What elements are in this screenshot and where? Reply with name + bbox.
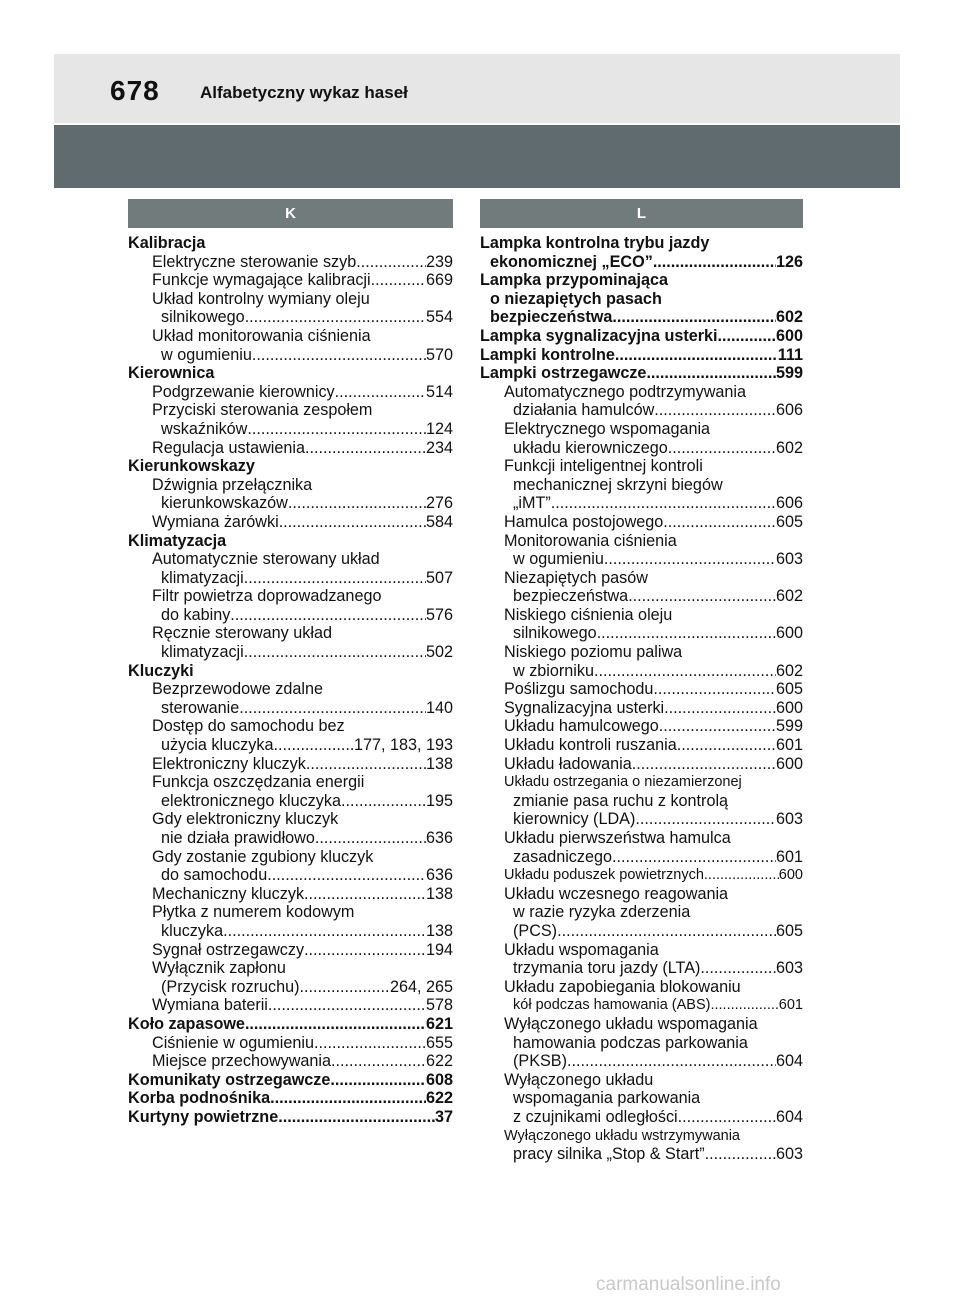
entry-text: zasadniczego [513,847,612,866]
index-entry [480,1145,803,1164]
page-ref: 622 [425,1052,453,1071]
page-ref: 140 [425,698,453,717]
page-ref: 599 [775,717,803,736]
entry-text: Podgrzewanie kierownicy [152,382,335,401]
index-column-l [480,199,803,1164]
index-entry: Układu pierwszeństwa hamulca [504,829,731,847]
dot-leader [597,624,776,643]
dot-leader [632,755,776,774]
entry-text: Ciśnienie w ogumieniu [152,1033,314,1052]
dot-leader [710,996,778,1015]
dot-leader [653,253,776,272]
entry-text: Lampki kontrolne [480,345,615,364]
dot-leader [245,1015,426,1034]
dot-leader [230,606,426,625]
entry-text: Układu hamulcowego [504,717,659,736]
entry-text: (PCS) [513,921,558,940]
dot-leader [252,346,426,365]
page-ref: 602 [775,587,803,606]
dot-leader [288,494,426,513]
entry-text: sterowanie [161,698,240,717]
index-entry: Gdy elektroniczny kluczyk [152,810,339,829]
index-entry [480,717,803,736]
entry-text: Kurtyny powietrzne [128,1107,279,1126]
index-entry [128,643,453,662]
entry-text: Koło zapasowe [128,1014,245,1033]
page-ref: 554 [425,308,453,327]
entry-text: Układu poduszek powietrznych [504,867,704,884]
index-entry: Ręcznie sterowany układ [152,624,332,643]
index-entry [128,996,453,1015]
index-entry: Przyciski sterowania zespołem [152,401,373,420]
index-entry [480,364,803,383]
index-entry [480,1108,803,1127]
index-entry: Niskiego ciśnienia oleju [504,605,673,624]
entry-text: wskaźników [161,419,248,438]
index-entry [480,996,803,1015]
dot-leader [646,364,776,383]
index-entry [128,346,453,365]
index-entry [128,569,453,588]
page-ref: 606 [775,401,803,420]
index-entry: Wyłączonego układu wspomagania [504,1014,758,1033]
index-entries-k [128,234,453,1127]
page-ref: 605 [775,680,803,699]
dot-leader [273,736,354,755]
index-entry [128,1052,453,1071]
entry-text: (PKSB) [513,1052,567,1071]
page-ref: 195 [425,791,453,810]
page-ref: 507 [425,568,453,587]
entry-text: Lampka sygnalizacyjna usterki [480,326,718,345]
dot-leader [267,866,426,885]
index-entry [480,1052,803,1071]
entry-text: nie działa prawidłowo [161,829,315,847]
page-ref: 604 [775,1107,803,1126]
index-entry [128,922,453,941]
index-entry [480,848,803,867]
page-ref: 37 [434,1107,453,1126]
entry-text: (Przycisk rozruchu) [161,977,300,996]
index-entry: Układu wczesnego reagowania [504,884,729,903]
page-ref: 138 [425,884,453,903]
letter-heading-l: L [480,199,803,228]
index-entries-l [480,234,803,1164]
dot-leader [300,978,390,997]
index-entry [128,885,453,904]
entry-text: klimatyzacji [161,568,244,587]
page-ref: 602 [775,438,803,457]
page-ref: 124 [425,419,453,438]
page-ref: 622 [425,1089,453,1108]
dot-leader [635,810,776,829]
entry-text: ekonomicznej „ECO” [490,252,653,271]
page-ref: 603 [775,550,803,569]
index-entry [480,439,803,458]
entry-text: kierownicy (LDA) [513,810,636,829]
dot-leader [305,439,426,458]
page-ref: 138 [425,921,453,940]
dot-leader [700,959,776,978]
index-entry [128,271,453,290]
index-entry: Filtr powietrza doprowadzanego [152,587,382,606]
index-entry [480,736,803,755]
index-entry [480,699,803,718]
entry-text: Poślizgu samochodu [504,680,654,699]
index-entry [128,1071,453,1090]
index-entry: Kluczyki [128,661,194,680]
dot-leader [718,327,776,346]
index-entry [480,959,803,978]
entry-text: z czujnikami odległości [513,1107,678,1126]
entry-text: Układu ładowania [504,754,632,773]
entry-text: do samochodu [161,866,268,885]
page-ref: 608 [425,1070,453,1089]
index-entry [128,439,453,458]
dot-leader [306,755,426,774]
index-entry [480,680,803,699]
index-entry [128,308,453,327]
page-ref: 138 [425,754,453,773]
dot-leader [330,1071,426,1090]
entry-text: bezpieczeństwa [513,587,629,606]
letter-heading-k: K [128,199,453,228]
entry-text: Wymiana żarówki [152,512,279,531]
page-ref: 578 [425,996,453,1015]
entry-text: kluczyka [161,921,224,940]
dot-leader [704,866,779,885]
entry-text: użycia kluczyka [161,736,274,755]
index-entry [128,978,453,997]
index-entry [128,494,453,513]
page-ref: 603 [775,959,803,978]
dot-leader [677,736,776,755]
index-entry: Niezapiętych pasów [504,568,648,587]
page-ref: 570 [425,345,453,364]
page-ref: 603 [775,810,803,829]
entry-text: Wymiana baterii [152,996,268,1015]
entry-text: trzymania toru jazdy (LTA) [513,959,701,978]
index-entry [480,922,803,941]
index-entry [128,1034,453,1053]
page-ref: 600 [775,698,803,717]
dot-leader [705,1145,776,1164]
entry-text: Elektroniczny kluczyk [152,754,306,773]
index-entry [480,550,803,569]
index-entry: Klimatyzacja [128,531,227,550]
page-title: Alfabetyczny wykaz haseł [200,83,408,102]
page-ref: 605 [775,512,803,531]
page-ref: 605 [775,921,803,940]
entry-text: Korba podnośnika [128,1089,271,1108]
dot-leader [279,513,426,532]
entry-text: w ogumieniu [161,345,252,364]
index-entry [128,941,453,960]
index-entry: Układu ostrzegania o niezamierzonej [504,774,742,791]
entry-text: pracy silnika „Stop & Start” [513,1145,705,1164]
index-entry: wspomagania parkowania [513,1089,701,1108]
entry-text: bezpieczeństwa [490,308,613,327]
page-ref: 264, 265 [389,977,453,996]
entry-text: Lampki ostrzegawcze [480,364,647,383]
index-entry: Elektrycznego wspomagania [504,419,711,438]
index-entry [480,308,803,327]
index-entry: Funkcja oszczędzania energii [152,773,365,792]
dot-leader [356,253,426,272]
dot-leader [604,550,776,569]
index-entry [128,1015,453,1034]
dot-leader [612,308,776,327]
entry-text: układu kierowniczego [513,438,668,457]
dot-leader [654,401,776,420]
dot-leader [668,439,776,458]
index-column-k [128,199,453,1127]
entry-text: w zbiorniku [513,661,594,680]
dot-leader [664,699,776,718]
index-entry [128,792,453,811]
page-ref: 584 [425,512,453,531]
dot-leader [659,717,776,736]
index-entry: Dźwignia przełącznika [152,475,313,494]
dot-leader [244,643,426,662]
page-ref: 655 [425,1033,453,1052]
index-entry [128,606,453,625]
page-ref: 604 [775,1052,803,1071]
dot-leader [678,1108,776,1127]
index-entry: Lampka kontrolna trybu jazdy [480,234,710,252]
page-ref: 669 [425,271,453,290]
dot-leader [335,383,426,402]
index-entry: Kalibracja [128,234,206,252]
dot-leader [551,494,776,513]
dot-leader [341,792,426,811]
dot-leader [653,680,776,699]
index-entry: Funkcji inteligentnej kontroli [504,457,703,476]
page-ref: 621 [425,1014,453,1033]
entry-text: Komunikaty ostrzegawcze [128,1070,331,1089]
entry-text: Sygnał ostrzegawczy [152,940,305,959]
index-entry: Układu wspomagania [504,940,659,959]
entry-text: Sygnalizacyjna usterki [504,698,665,717]
dot-leader [245,308,426,327]
index-entry [128,513,453,532]
index-entry: zmianie pasa ruchu z kontrolą [513,791,729,810]
dot-leader [663,513,776,532]
index-entry [128,866,453,885]
dot-leader [628,587,776,606]
entry-text: Mechaniczny kluczyk [152,884,305,903]
index-entry: hamowania podczas parkowania [513,1033,748,1052]
entry-text: silnikowego [161,308,245,327]
dot-leader [557,922,776,941]
page-ref: 601 [778,997,803,1014]
index-entry: Bezprzewodowe zdalne [152,680,323,699]
dot-leader [331,1052,426,1071]
index-entry: o niezapiętych pasach [490,289,662,308]
entry-text: działania hamulców [513,401,655,420]
index-entry [480,346,803,365]
entry-text: Układu kontroli ruszania [504,736,677,755]
page-ref: 601 [775,736,803,755]
page-number: 678 [110,75,160,106]
index-entry [128,829,453,848]
page-ref: 239 [425,252,453,271]
entry-text: klimatyzacji [161,643,244,662]
index-entry: Kierownica [128,364,215,383]
page-ref: 601 [775,847,803,866]
dot-leader [247,420,426,439]
page-ref: 276 [425,494,453,513]
page-ref: 603 [775,1145,803,1164]
entry-text: Elektryczne sterowanie szyb [152,252,357,271]
dot-leader [268,996,426,1015]
index-entry [480,327,803,346]
index-entry: Automatycznie sterowany układ [152,550,380,569]
dot-leader [223,922,426,941]
header-bar [54,54,900,123]
page-ref: 576 [425,605,453,624]
dot-leader [615,346,778,365]
page-ref: 234 [425,438,453,457]
index-entry: Układ kontrolny wymiany oleju [152,289,370,308]
index-entry: Wyłączonego układu [504,1070,654,1089]
entry-text: do kabiny [161,605,231,624]
watermark: carmanualsonline.info [596,1274,781,1295]
entry-text: kierunkowskazów [161,494,288,513]
index-entry [128,1108,453,1127]
index-entry: Wyłącznik zapłonu [152,959,286,978]
index-entry: Wyłączonego układu wstrzymywania [504,1127,740,1144]
entry-text: silnikowego [513,624,597,643]
index-entry: w razie ryzyka zderzenia [513,903,691,922]
dot-leader [244,569,426,588]
index-entry [480,662,803,681]
page-ref: 177, 183, 193 [353,736,453,755]
index-entry: Kierunkowskazy [128,457,255,476]
index-entry: Automatycznego podtrzymywania [504,382,747,401]
dot-leader [371,271,426,290]
entry-text: Funkcje wymagające kalibracji [152,271,371,290]
dot-leader [315,829,426,848]
page-ref: 636 [425,829,453,847]
index-entry [128,253,453,272]
entry-text: elektronicznego kluczyka [161,791,341,810]
page-ref: 599 [775,364,803,383]
index-entry [128,736,453,755]
entry-text: kół podczas hamowania (ABS) [513,997,711,1014]
index-entry [128,755,453,774]
index-entry: Układ monitorowania ciśnienia [152,326,371,345]
entry-text: Miejsce przechowywania [152,1052,332,1071]
index-entry [480,401,803,420]
index-entry: mechanicznej skrzyni biegów [513,475,723,494]
page-ref: 126 [775,252,803,271]
index-entry [480,866,803,885]
index-entry [480,624,803,643]
index-entry [480,810,803,829]
page-ref: 602 [775,308,803,327]
entry-text: Hamulca postojowego [504,512,664,531]
page-ref: 194 [425,940,453,959]
dot-leader [304,885,426,904]
index-entry [128,383,453,402]
index-entry: Płytka z numerem kodowym [152,903,355,922]
page-ref: 600 [775,754,803,773]
index-entry [128,699,453,718]
page-ref: 600 [775,326,803,345]
index-entry [128,1089,453,1108]
page-ref: 600 [778,867,803,884]
page-ref: 502 [425,643,453,662]
index-entry: Dostęp do samochodu bez [152,717,345,736]
index-entry [480,587,803,606]
dot-leader [239,699,426,718]
dot-leader [314,1034,426,1053]
dot-leader [594,662,776,681]
index-entry: Gdy zostanie zgubiony kluczyk [152,847,374,866]
dot-leader [304,941,426,960]
entry-text: Regulacja ustawienia [152,438,305,457]
index-entry [480,253,803,272]
section-banner [54,125,900,188]
dot-leader [270,1089,426,1108]
page-ref: 514 [425,382,453,401]
entry-text: „iMT” [513,494,551,513]
page-ref: 606 [775,494,803,513]
index-entry: Układu zapobiegania blokowaniu [504,977,741,996]
dot-leader [567,1052,776,1071]
page-ref: 602 [775,661,803,680]
index-entry: Niskiego poziomu paliwa [504,643,683,662]
entry-text: w ogumieniu [513,550,604,569]
index-entry [480,513,803,532]
index-entry: Lampka przypominająca [480,271,669,290]
dot-leader [612,848,776,867]
page-ref: 636 [425,866,453,885]
index-entry [128,420,453,439]
index-entry: Monitorowania ciśnienia [504,531,677,550]
index-entry [480,494,803,513]
page-ref: 600 [775,624,803,643]
dot-leader [278,1108,435,1127]
index-entry [480,755,803,774]
page-ref: 111 [777,345,803,364]
